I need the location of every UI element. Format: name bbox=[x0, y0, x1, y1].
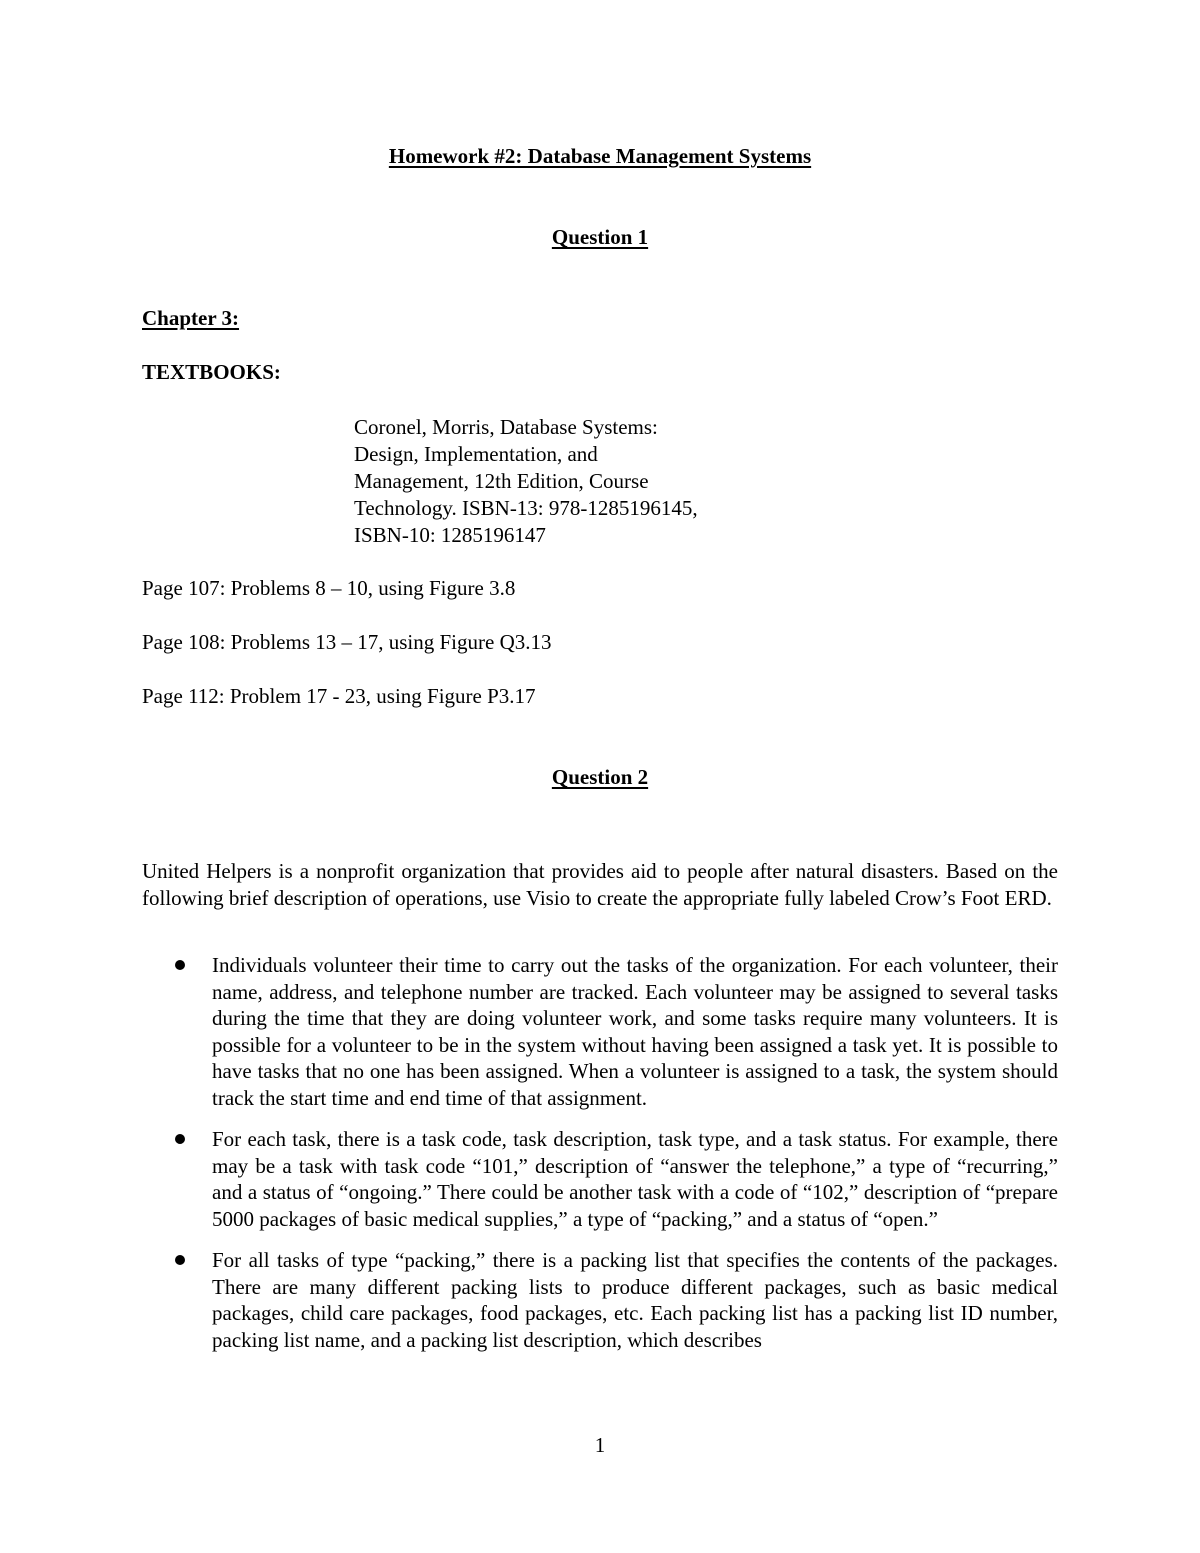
list-item bbox=[142, 1247, 1058, 1353]
textbook-line: Technology. ISBN-13: 978-1285196145, bbox=[354, 496, 698, 520]
problem-assignment: Page 107: Problems 8 – 10, using Figure 3.8 bbox=[142, 576, 516, 600]
textbook-citation bbox=[354, 414, 698, 549]
intro-paragraph: United Helpers is a nonprofit organization that provides aid to people after natural disasters. Based on the following brief description of operations, use Visio to create the appropriate fully labeled Crow’s Foot ERD. bbox=[142, 859, 1058, 910]
list-item bbox=[142, 1126, 1058, 1232]
problem-assignment: Page 108: Problems 13 – 17, using Figure Q3.13 bbox=[142, 630, 552, 654]
requirements-list bbox=[142, 952, 1058, 1368]
textbook-line: Management, 12th Edition, Course bbox=[354, 469, 649, 493]
question-2-heading: Question 2 bbox=[551, 765, 649, 789]
textbook-line: Design, Implementation, and bbox=[354, 442, 598, 466]
textbook-line: Coronel, Morris, Database Systems: bbox=[354, 415, 658, 439]
textbooks-label: TEXTBOOKS: bbox=[142, 360, 281, 384]
list-item-text: For all tasks of type “packing,” there is a packing list that specifies the contents of the packages. There are many different packing lists to produce different packages, such as basic medical packages, child care packages, food packages, etc. Each packing list has a packing list ID number, packing list name, and a packing list description, which describes bbox=[212, 1248, 1058, 1352]
bullet-icon bbox=[175, 1255, 185, 1265]
list-item-text: Individuals volunteer their time to carry out the tasks of the organization. For each volunteer, their name, address, and telephone number are tracked. Each volunteer may be assigned to several tasks during the time that they are doing volunteer work, and some tasks require many volunteers. It is possible for a volunteer to be in the system without having been assigned a task yet. It is possible to have tasks that no one has been assigned. When a volunteer is assigned to a task, the system should track the start time and end time of that assignment. bbox=[212, 953, 1058, 1110]
bullet-icon bbox=[175, 960, 185, 970]
list-item bbox=[142, 952, 1058, 1111]
list-item-text: For each task, there is a task code, task description, task type, and a task status. For example, there may be a task with task code “101,” description of “answer the telephone,” a type of “recurring,” and a status of “ongoing.” There could be another task with a code of “102,” description of “prepare 5000 packages of basic medical supplies,” a type of “packing,” and a status of “open.” bbox=[212, 1127, 1058, 1231]
problem-assignment: Page 112: Problem 17 - 23, using Figure P3.17 bbox=[142, 684, 536, 708]
question-1-heading: Question 1 bbox=[551, 225, 649, 249]
chapter-heading: Chapter 3: bbox=[142, 306, 240, 330]
page-number: 1 bbox=[594, 1433, 606, 1457]
bullet-icon bbox=[175, 1134, 185, 1144]
textbook-line: ISBN-10: 1285196147 bbox=[354, 523, 546, 547]
document-title: Homework #2: Database Management Systems bbox=[388, 144, 812, 168]
